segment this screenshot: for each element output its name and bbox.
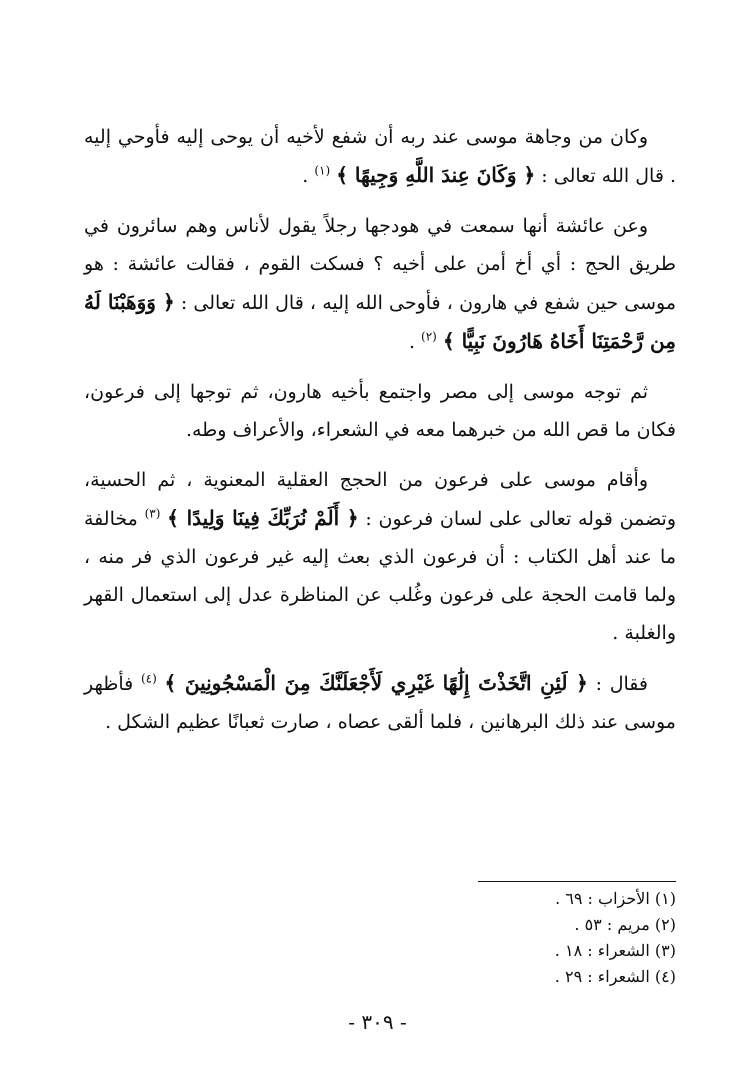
paragraph-2-tail: . [408, 331, 422, 353]
main-text [84, 118, 676, 741]
paragraph-3 [84, 373, 676, 449]
page-number: - ٣٠٩ - [348, 1010, 407, 1034]
footnote-ref-1[interactable]: (١) [314, 163, 331, 178]
footnote-ref-3[interactable]: (٣) [144, 506, 161, 521]
quran-verse-2: ﴿ وَوَهَبْنَا لَهُ مِن رَّحْمَتِنَا أَخَاهُ هَارُونَ نَبِيًّا ﴾ [84, 290, 676, 353]
paragraph-5 [84, 664, 676, 741]
paragraph-1 [84, 118, 676, 195]
paragraph-5-tail: فأظهر موسى عند ذلك البرهانين ، فلما ألقى عصاه ، صارت ثعبانًا عظيم الشكل . [84, 673, 676, 733]
paragraph-2-text: وعن عائشة أنها سمعت في هودجها رجلاً يقول لأناس وهم سائرون في طريق الحج : أي أخ أمن على أخيه ؟ فسكت القوم ، فقالت عائشة : هو موسى حين شفع في هارون ، فأوحى الله إليه ، قال الله تعالى : [84, 215, 677, 314]
paragraph-4-text: وأقام موسى على فرعون من الحجج العقلية المعنوية ، ثم الحسية، وتضمن قوله تعالى على لسان فرعون : [84, 469, 677, 530]
paragraph-3-text: ثم توجه موسى إلى مصر واجتمع بأخيه هارون، ثم توجها إلى فرعون، فكان ما قص الله من خبرهما معه في الشعراء، والأعراف وطه. [84, 381, 676, 441]
footnote-ref-4[interactable]: (٤) [140, 671, 157, 686]
quran-verse-3: ﴿ أَلَمْ نُرَبِّكَ فِينَا وَلِيدًا ﴾ [167, 506, 359, 530]
footnote-divider [478, 881, 676, 882]
paragraph-1-text: وكان من وجاهة موسى عند ربه أن شفع لأخيه أن يوحى إليه فأوحي إليه . قال الله تعالى : [84, 126, 676, 187]
paragraph-2 [84, 207, 676, 361]
footnote-1: (١) الأحزاب : ٦٩ . [555, 889, 676, 908]
footnote-2: (٢) مريم : ٥٣ . [574, 915, 676, 934]
footnote-ref-2[interactable]: (٢) [421, 329, 437, 344]
footnote-4: (٤) الشعراء : ٢٩ . [554, 967, 676, 986]
quran-verse-1: ﴿ وَكَانَ عِندَ اللَّهِ وَجِيهًا ﴾ [336, 163, 536, 187]
paragraph-5-text: فقال : [595, 673, 648, 695]
quran-verse-4: ﴿ لَئِنِ اتَّخَذْتَ إِلَٰهًا غَيْرِي لَأَجْعَلَنَّكَ مِنَ الْمَسْجُونِينَ ﴾ [164, 671, 588, 695]
footnotes-list [400, 886, 676, 990]
paragraph-1-tail: . [302, 165, 315, 187]
footnote-3: (٣) الشعراء : ١٨ . [554, 941, 676, 960]
paragraph-4-tail: مخالفة ما عند أهل الكتاب : أن فرعون الذي بعث إليه غير فرعون الذي فر منه ، ولما قامت الحجة على فرعون وغُلب عن المناظرة عدل إلى استعمال القهر والغلبة . [84, 508, 676, 644]
paragraph-4 [84, 461, 676, 652]
